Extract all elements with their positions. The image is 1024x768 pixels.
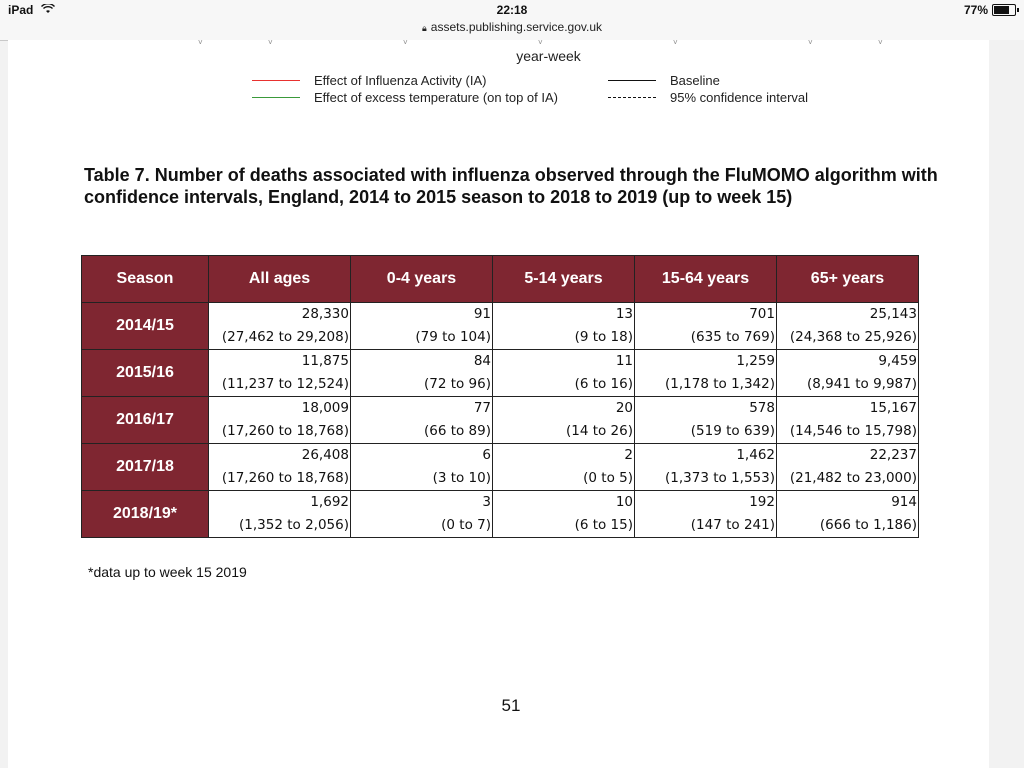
cell-value: 15,167 [869, 400, 917, 416]
legend-label: Effect of excess temperature (on top of IA) [314, 90, 558, 105]
cell-value: 9,459 [878, 353, 917, 369]
page-gutter [989, 40, 1024, 768]
cell-value: 77 [473, 400, 491, 416]
cell-confidence-interval: (17,260 to 18,768) [221, 470, 349, 486]
data-cell [635, 303, 777, 350]
legend-swatch-black [608, 80, 656, 81]
cell-confidence-interval: (21,482 to 23,000) [789, 470, 917, 486]
data-cell [351, 397, 493, 444]
data-cell [209, 350, 351, 397]
data-cell [493, 444, 635, 491]
data-cell [493, 350, 635, 397]
cell-confidence-interval: (11,237 to 12,524) [221, 376, 349, 392]
data-cell [493, 397, 635, 444]
data-cell [351, 350, 493, 397]
cell-confidence-interval: (14 to 26) [565, 423, 633, 439]
cell-value: 3 [482, 494, 491, 510]
cell-confidence-interval: (27,462 to 29,208) [221, 329, 349, 345]
season-cell: 2018/19* [82, 491, 209, 538]
cell-value: 84 [473, 353, 491, 369]
deaths-table [81, 255, 919, 538]
legend-item-temperature [252, 90, 558, 105]
clock: 22:18 [496, 3, 528, 17]
cell-confidence-interval: (0 to 7) [441, 517, 491, 533]
cell-confidence-interval: (666 to 1,186) [819, 517, 917, 533]
cell-confidence-interval: (6 to 16) [574, 376, 633, 392]
cell-value: 578 [749, 400, 775, 416]
data-cell [209, 397, 351, 444]
data-cell [777, 303, 919, 350]
data-cell [209, 491, 351, 538]
lock-icon: 🔒︎ [422, 23, 427, 33]
column-header: 5-14 years [493, 256, 635, 303]
cell-confidence-interval: (72 to 96) [423, 376, 491, 392]
legend-item-ia [252, 73, 486, 88]
data-cell [635, 397, 777, 444]
cell-confidence-interval: (1,373 to 1,553) [665, 470, 775, 486]
season-cell: 2017/18 [82, 444, 209, 491]
address-bar[interactable] [0, 20, 1024, 34]
page-number: 51 [501, 696, 521, 715]
table-header-row [82, 256, 919, 303]
cell-value: 25,143 [869, 306, 917, 322]
data-cell [493, 303, 635, 350]
table-row [82, 491, 919, 538]
legend-label: Effect of Influenza Activity (IA) [314, 73, 487, 88]
legend-swatch-dashed [608, 97, 656, 98]
cell-confidence-interval: (3 to 10) [432, 470, 491, 486]
cell-value: 2 [624, 447, 633, 463]
season-cell: 2014/15 [82, 303, 209, 350]
cell-value: 11 [615, 353, 633, 369]
status-bar [0, 0, 1024, 41]
cell-value: 914 [891, 494, 917, 510]
legend-swatch-green [252, 97, 300, 98]
cell-value: 1,692 [310, 494, 349, 510]
table-row [82, 397, 919, 444]
data-cell [351, 491, 493, 538]
cell-confidence-interval: (66 to 89) [423, 423, 491, 439]
legend-label: Baseline [670, 73, 720, 88]
cell-value: 26,408 [301, 447, 349, 463]
cell-value: 701 [749, 306, 775, 322]
data-cell [777, 444, 919, 491]
battery-percent: 77% [963, 3, 988, 17]
cropped-axis-ticks: ˅ ˅ ˅ ˅ ˅ ˅ ˅ [198, 38, 883, 47]
column-header: All ages [209, 256, 351, 303]
cell-confidence-interval: (635 to 769) [690, 329, 775, 345]
cell-value: 13 [615, 306, 633, 322]
data-cell [777, 397, 919, 444]
cell-confidence-interval: (8,941 to 9,987) [807, 376, 917, 392]
season-cell: 2015/16 [82, 350, 209, 397]
table-row [82, 303, 919, 350]
data-cell [777, 491, 919, 538]
cell-confidence-interval: (0 to 5) [583, 470, 633, 486]
data-cell [777, 350, 919, 397]
x-axis-title: year-week [516, 48, 581, 64]
legend-swatch-red [252, 80, 300, 81]
cell-value: 192 [749, 494, 775, 510]
data-cell [351, 303, 493, 350]
cell-value: 22,237 [869, 447, 917, 463]
document-page [8, 40, 989, 768]
table-row [82, 444, 919, 491]
data-cell [635, 350, 777, 397]
cell-confidence-interval: (9 to 18) [574, 329, 633, 345]
footnote: *data up to week 15 2019 [88, 564, 247, 580]
cell-value: 1,462 [736, 447, 775, 463]
cell-value: 6 [482, 447, 491, 463]
data-cell [493, 491, 635, 538]
season-cell: 2016/17 [82, 397, 209, 444]
cell-confidence-interval: (519 to 639) [690, 423, 775, 439]
table-row [82, 350, 919, 397]
data-cell [635, 491, 777, 538]
cell-value: 10 [615, 494, 633, 510]
column-header: 15-64 years [635, 256, 777, 303]
legend-label: 95% confidence interval [670, 90, 809, 105]
data-cell [635, 444, 777, 491]
battery-icon [992, 4, 1016, 16]
cell-value: 11,875 [301, 353, 349, 369]
cell-value: 28,330 [301, 306, 349, 322]
cell-confidence-interval: (14,546 to 15,798) [789, 423, 917, 439]
cell-confidence-interval: (1,178 to 1,342) [665, 376, 775, 392]
cell-confidence-interval: (17,260 to 18,768) [221, 423, 349, 439]
cell-confidence-interval: (24,368 to 25,926) [789, 329, 917, 345]
legend-item-ci [608, 90, 808, 105]
data-cell [209, 303, 351, 350]
cell-value: 1,259 [736, 353, 775, 369]
cell-confidence-interval: (79 to 104) [415, 329, 491, 345]
table-caption: Table 7. Number of deaths associated with influenza observed through the FluMOMO algorithm with confidence intervals, England, 2014 to 2015 season to 2018 to 2019 (up to week 15) [84, 165, 938, 207]
cell-confidence-interval: (1,352 to 2,056) [239, 517, 349, 533]
cell-confidence-interval: (147 to 241) [690, 517, 775, 533]
cell-confidence-interval: (6 to 15) [574, 517, 633, 533]
cell-value: 20 [615, 400, 633, 416]
column-header: Season [82, 256, 209, 303]
data-cell [209, 444, 351, 491]
cell-value: 18,009 [301, 400, 349, 416]
status-right [964, 3, 1016, 17]
column-header: 65+ years [777, 256, 919, 303]
legend-item-baseline [608, 73, 720, 88]
url-text: assets.publishing.service.gov.uk [430, 20, 602, 34]
device-label: iPad [8, 3, 34, 17]
data-cell [351, 444, 493, 491]
column-header: 0-4 years [351, 256, 493, 303]
cell-value: 91 [473, 306, 491, 322]
